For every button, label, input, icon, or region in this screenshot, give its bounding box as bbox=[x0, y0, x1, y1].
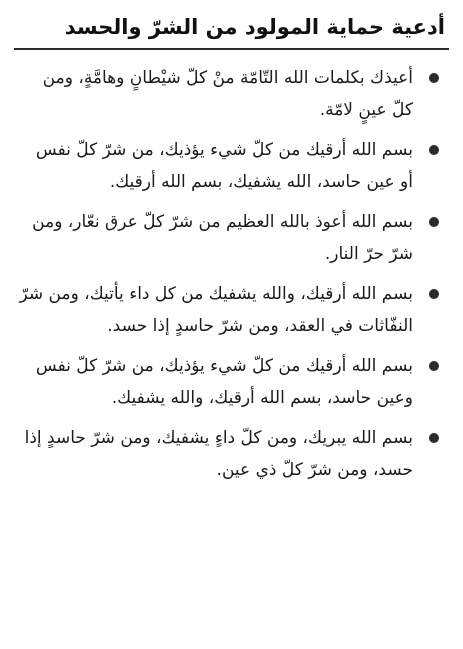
bullet-icon bbox=[429, 73, 439, 83]
bullet-icon bbox=[429, 361, 439, 371]
dua-item bbox=[14, 278, 453, 342]
dua-text: بسم الله أرقيك، والله يشفيك من كل داء يأتيك، ومن شرّ النفّاثات في العقد، ومن شرّ حاسدٍ إذا حسد. bbox=[19, 284, 413, 336]
title-underline bbox=[14, 48, 449, 50]
dua-item bbox=[14, 134, 453, 198]
dua-text: بسم الله أعوذ بالله العظيم من شرّ كلّ عرق نعّار، ومن شرّ حرّ النار. bbox=[32, 212, 413, 264]
dua-text: بسم الله أرقيك من كلّ شيء يؤذيك، من شرّ كلّ نفس أو عين حاسد، الله يشفيك، بسم الله أرقيك. bbox=[35, 140, 413, 192]
page-title: أدعية حماية المولود من الشرّ والحسد bbox=[64, 15, 445, 39]
dua-item bbox=[14, 422, 453, 486]
bullet-icon bbox=[429, 145, 439, 155]
bullet-icon bbox=[429, 217, 439, 227]
dua-text: أعيذك بكلمات الله التّامّة منْ كلّ شيْطانٍ وهامَّةٍ، ومن كلّ عينٍ لامّة. bbox=[42, 68, 413, 120]
dua-text: بسم الله يبريك، ومن كلّ داءٍ يشفيك، ومن شرّ حاسدٍ إذا حسد، ومن شرّ كلّ ذي عين. bbox=[24, 428, 413, 480]
dua-text: بسم الله أرقيك من كلّ شيء يؤذيك، من شرّ كلّ نفس وعين حاسد، بسم الله أرقيك، والله يشفيك. bbox=[35, 356, 413, 408]
dua-list bbox=[14, 62, 453, 486]
bullet-icon bbox=[429, 289, 439, 299]
dua-item bbox=[14, 350, 453, 414]
dua-item bbox=[14, 206, 453, 270]
dua-item bbox=[14, 62, 453, 126]
bullet-icon bbox=[429, 433, 439, 443]
